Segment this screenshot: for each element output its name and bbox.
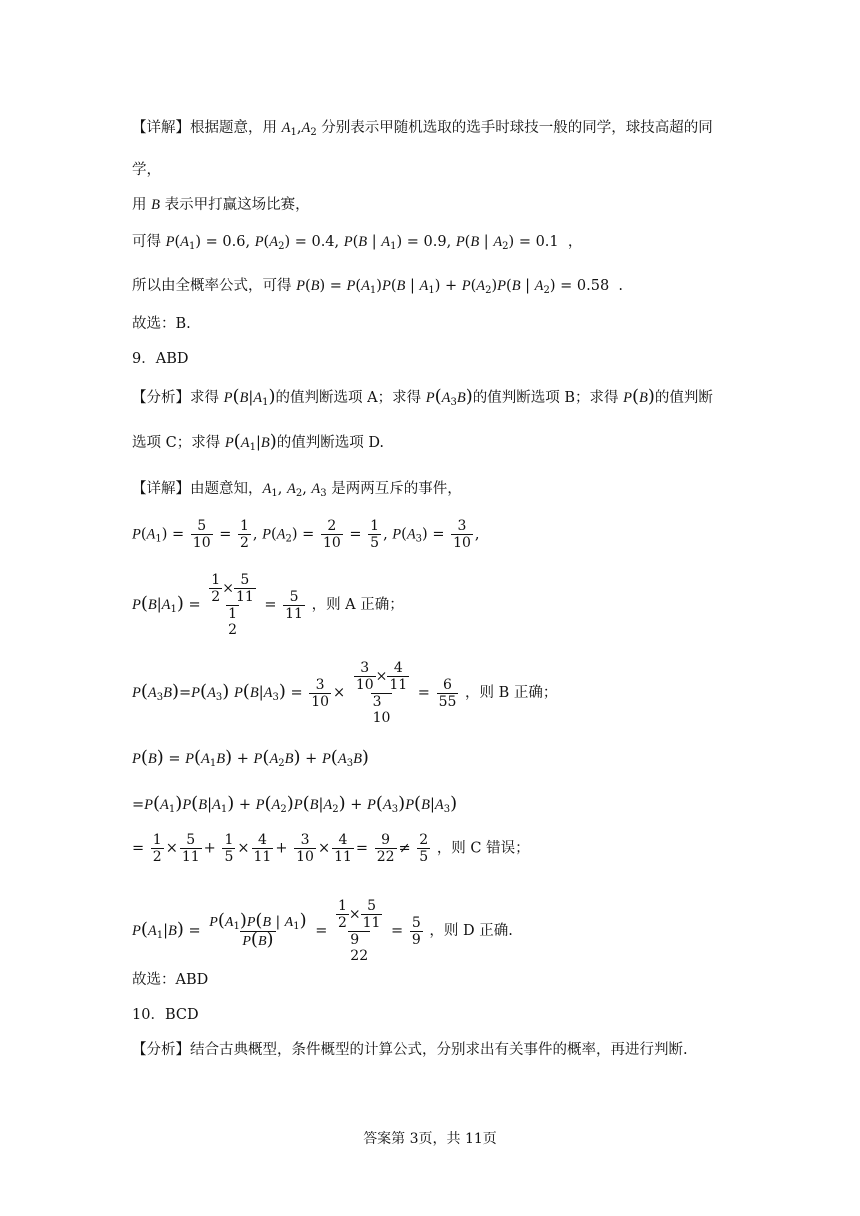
- text-segment: 学，: [132, 162, 161, 178]
- text-segment: 【详解】根据题意，用: [132, 120, 277, 136]
- answer-8: 故选：B.: [132, 316, 191, 332]
- b-definition: 用 B 表示甲打赢这场比赛，: [132, 197, 310, 213]
- text-segment: ，则 C 错误；: [436, 840, 530, 857]
- option-b-derivation: $P(A_3B)=P(A_3) P(B|A_3)$ = $\frac{3}{10}$ × $\frac{3}{10}$ × $\frac{4}{11}$ 3 10 = $\frac{6}{55}$ ，则 B 正确；: [132, 660, 558, 726]
- page-footer: 答案第 3页，共 11页: [363, 1131, 497, 1147]
- analysis-10: 【分析】结合古典概型，条件概型的计算公式，分别求出有关事件的概率，再进行判断.: [132, 1042, 688, 1058]
- answer-9: 故选：ABD: [132, 972, 209, 988]
- text-segment: 所以由全概率公式，可得: [132, 278, 292, 294]
- text-segment: 分别表示甲随机选取的选手时球技一般的同学，球技高超的同: [321, 120, 713, 136]
- text-segment: ，则 B 正确；: [465, 685, 558, 701]
- option-d-derivation: $P(A_1|B)$ = $\frac{P(A_1)P(B | A_1)}{P(B)}$ = $\frac{1}{2}$ × $\frac{5}{11}$ 9 22 = $\frac{5}{9}$ ，则 D 正确.: [132, 898, 513, 964]
- text-segment: 表示甲打赢这场比赛，: [164, 197, 310, 213]
- pb-sum-line: $P(B) = P(A_1B) + P(A_2B) + P(A_3B)$: [132, 747, 369, 769]
- detail-8-line-2: [132, 160, 161, 180]
- total-probability-line: 所以由全概率公式，可得 $P(B) = P(A_1)P(B$ | $A_1) + P(A_2)P(B$ | $A_2) = 0.58$ .: [132, 278, 624, 296]
- question-9-heading: 9．ABD: [132, 351, 189, 367]
- text-segment: ，则 D 正确.: [429, 923, 513, 939]
- analysis-9-line-1: 【分析】求得 $P(B|A_1)$的值判断选项 A；求得 $P(A_3B)$的值判断选项 B；求得 P(B)的值判断: [132, 386, 713, 408]
- analysis-9-line-2: 选项 C；求得 $P(A_1|B)$的值判断选项 D.: [132, 431, 385, 453]
- pb-expansion-line: $=P(A_1)P(B|A_1) + P(A_2)P(B|A_2) + P(A_3)P(B|A_3)$: [132, 793, 458, 815]
- option-a-derivation: $P(B|A_1)$ = $\frac{1}{2}$ × $\frac{5}{11}$ 1 2 = $\frac{5}{11}$ ，则 A 正确；: [132, 572, 404, 638]
- text-segment: ，则 A 正确；: [311, 597, 404, 613]
- option-c-derivation: = $\frac{1}{2}$ × $\frac{5}{11}$ + $\frac{1}{5}$ × $\frac{4}{11}$ + $\frac{3}{10}$ × $\frac{4}{11}$ = $\frac{9}{22}$ ≠ $\frac{2}{5}$ ，则 C 错误；: [132, 832, 530, 865]
- detail-9-intro: 【详解】由题意知，$A_1$, $A_2$, $A_3$ 是两两互斥的事件，: [132, 481, 462, 499]
- text-segment: 用: [132, 197, 147, 213]
- text-segment: 可得: [132, 234, 161, 250]
- known-probabilities: 可得 $P(A_1) = 0.6$, $P(A_2) = 0.4$, P(B | $A_1) = 0.9$, P(B | $A_2) = 0.1$ ，: [132, 234, 583, 252]
- priors-line: $P(A_1)$ = $\frac{5}{10}$ = $\frac{1}{2}$ , $P(A_2)$ = $\frac{2}{10}$ = $\frac{1}{5}$ , $P(A_3)$ = $\frac{3}{10}$ ,: [132, 518, 480, 551]
- detail-8-line-1: 【详解】根据题意，用 $A_1,A_2$ 分别表示甲随机选取的选手时球技一般的同学，球技高超的同: [132, 120, 713, 138]
- question-10-heading: 10．BCD: [132, 1007, 199, 1023]
